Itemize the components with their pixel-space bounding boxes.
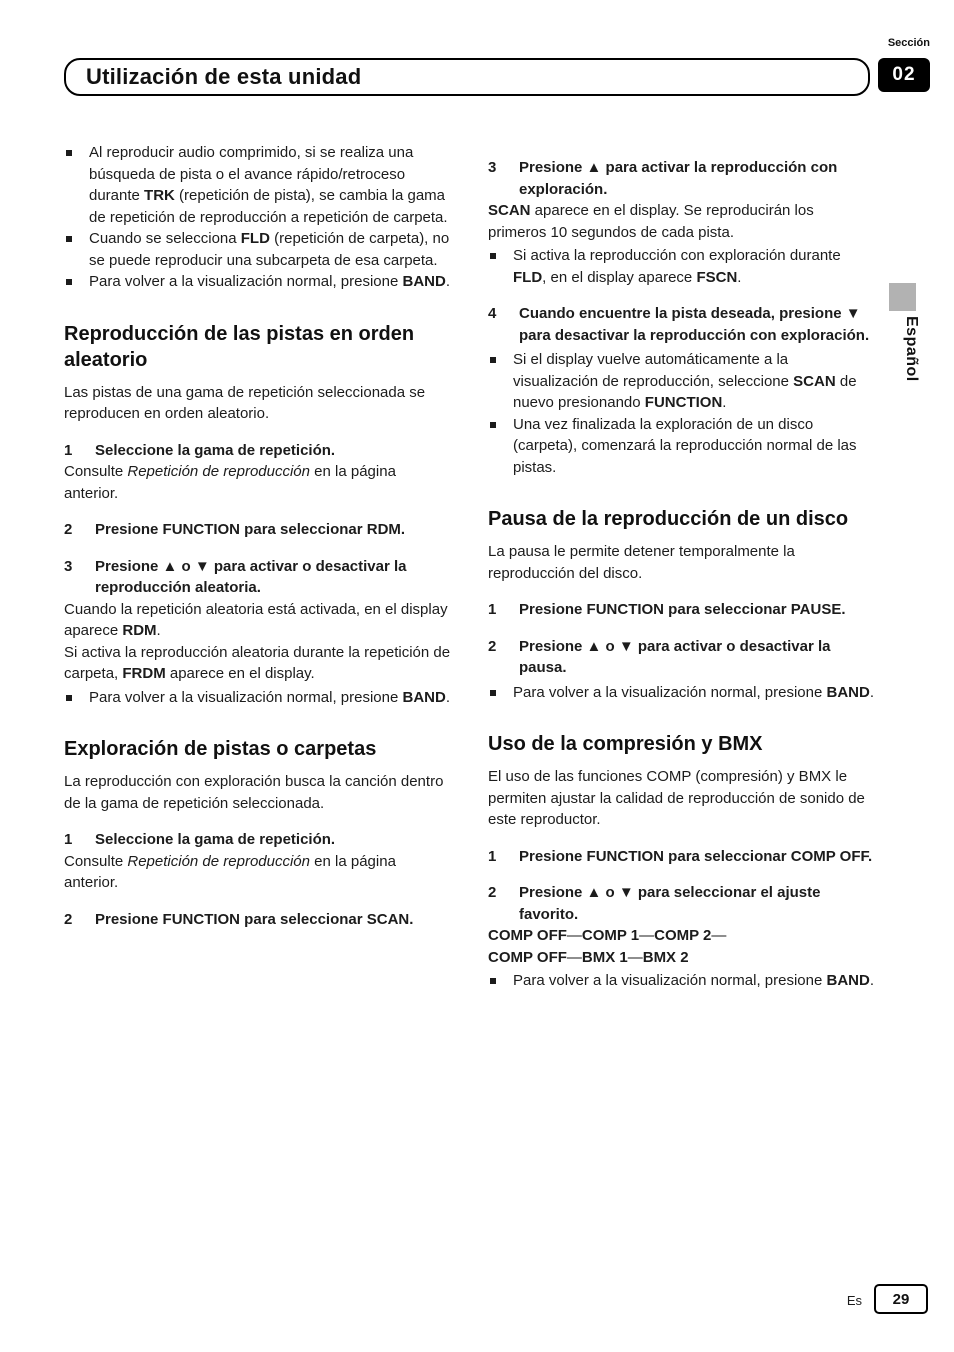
step-text bbox=[519, 599, 876, 621]
step-text bbox=[95, 556, 452, 599]
bullet-text bbox=[89, 273, 450, 290]
step-number: 4 bbox=[488, 305, 497, 322]
paragraph bbox=[488, 541, 876, 584]
text-segment: Presione ▲ para activar la reproducción con exploración. bbox=[519, 159, 838, 198]
text-segment: BAND bbox=[826, 683, 870, 701]
page-number-box bbox=[874, 1284, 928, 1314]
text-segment: El uso de las funciones COMP (compresión) y BMX le permiten ajustar la calidad de reproducción de sonido de este reproductor. bbox=[488, 768, 865, 828]
paragraph bbox=[488, 947, 876, 969]
text-segment: . bbox=[445, 688, 450, 706]
text-segment: Seleccione la gama de repetición. bbox=[95, 441, 336, 459]
text-segment: COMP OFF bbox=[488, 927, 567, 944]
language-label: Español bbox=[903, 316, 920, 382]
text-segment: Presione FUNCTION para seleccionar SCAN. bbox=[95, 910, 414, 928]
text-segment: en la página anterior. bbox=[64, 852, 396, 891]
text-segment: Reproducción de las pistas en orden aleatorio bbox=[64, 322, 415, 371]
bullet-square-icon bbox=[490, 690, 496, 696]
step-text bbox=[519, 882, 876, 925]
text-segment: de nuevo presionando bbox=[513, 372, 857, 411]
section-label: Sección bbox=[887, 37, 930, 49]
text-segment: aparece en el display. bbox=[165, 665, 315, 682]
text-segment: SCAN bbox=[793, 372, 836, 390]
text-segment: BAND bbox=[402, 688, 446, 706]
step-text bbox=[519, 846, 876, 868]
text-segment: Exploración de pistas o carpetas bbox=[64, 738, 377, 760]
text-segment: Para volver a la visualización normal, presione bbox=[89, 688, 403, 706]
numbered-step bbox=[488, 599, 876, 621]
numbered-step bbox=[488, 303, 876, 346]
step-text bbox=[519, 636, 876, 679]
text-segment: . bbox=[722, 394, 727, 411]
text-segment: , en el display aparece bbox=[542, 268, 697, 286]
bullet-text bbox=[513, 247, 841, 286]
text-segment: Consulte bbox=[64, 463, 128, 480]
paragraph bbox=[64, 461, 452, 504]
bullet-text bbox=[513, 416, 857, 476]
paragraph bbox=[64, 599, 452, 642]
step-number: 2 bbox=[488, 637, 497, 655]
section-heading bbox=[488, 506, 876, 532]
text-segment: FSCN bbox=[696, 268, 738, 286]
text-segment: FUNCTION bbox=[644, 394, 723, 411]
bullet-text bbox=[513, 972, 874, 989]
numbered-step bbox=[64, 909, 452, 931]
text-segment: Repetición de reproducción bbox=[127, 852, 310, 870]
step-number: 1 bbox=[488, 847, 497, 865]
text-segment: . bbox=[869, 683, 874, 701]
text-segment: TRK bbox=[144, 187, 175, 204]
text-segment: Al reproducir audio comprimido, si se realiza una búsqueda de pista o el avance rápido/retroceso durante bbox=[89, 144, 414, 204]
text-segment: BAND bbox=[826, 972, 870, 989]
text-segment: Presione ▲ o ▼ para activar o desactivar la reproducción aleatoria. bbox=[95, 557, 407, 596]
paragraph bbox=[64, 851, 452, 894]
page-title: Utilización de esta unidad bbox=[86, 64, 362, 89]
bullet-text bbox=[89, 689, 450, 706]
text-segment: . bbox=[869, 972, 874, 989]
section-heading bbox=[64, 736, 452, 762]
text-segment: La reproducción con exploración busca la canción dentro de la gama de repetición seleccionada. bbox=[64, 773, 444, 812]
bullet-item bbox=[488, 245, 876, 288]
step-text bbox=[519, 157, 876, 200]
paragraph bbox=[488, 200, 876, 243]
page-number: 29 bbox=[892, 1290, 910, 1308]
text-segment: en la página anterior. bbox=[64, 463, 396, 502]
text-segment: SCAN bbox=[488, 202, 531, 219]
paragraph bbox=[64, 642, 452, 685]
text-segment: . bbox=[156, 622, 161, 639]
text-segment: Uso de la compresión y BMX bbox=[488, 733, 763, 755]
text-segment: Cuando se selecciona bbox=[89, 230, 241, 247]
text-segment: BAND bbox=[402, 273, 446, 290]
text-segment: Si activa la reproducción aleatoria durante la repetición de carpeta, bbox=[64, 643, 451, 682]
text-segment: Seleccione la gama de repetición. bbox=[95, 831, 336, 848]
text-segment: BMX 2 bbox=[642, 948, 689, 966]
bullet-text bbox=[89, 230, 449, 269]
paragraph bbox=[64, 382, 452, 425]
text-segment: FRDM bbox=[122, 665, 166, 682]
section-heading bbox=[488, 731, 876, 757]
text-segment: Presione FUNCTION para seleccionar COMP OFF. bbox=[519, 847, 873, 865]
text-segment: aparece en el display. Se reproducirán los primeros 10 segundos de cada pista. bbox=[488, 202, 814, 241]
numbered-step bbox=[488, 846, 876, 868]
section-number: 02 bbox=[892, 64, 916, 85]
text-segment: FLD bbox=[513, 268, 543, 286]
text-segment: Cuando encuentre la pista deseada, presione ▼ para desactivar la reproducción con exploración. bbox=[519, 305, 870, 344]
text-segment: RDM bbox=[122, 622, 157, 639]
paragraph bbox=[488, 766, 876, 831]
text-segment: — bbox=[711, 927, 727, 944]
text-segment: COMP 1 bbox=[581, 927, 640, 944]
step-number: 2 bbox=[64, 521, 73, 538]
section-heading bbox=[64, 321, 452, 373]
bullet-square-icon bbox=[66, 150, 72, 156]
step-number: 3 bbox=[64, 557, 73, 575]
step-text bbox=[95, 909, 452, 931]
numbered-step bbox=[488, 636, 876, 679]
text-segment: Si el display vuelve automáticamente a la visualización de reproducción, seleccione bbox=[513, 351, 794, 390]
text-segment: . bbox=[737, 268, 742, 286]
content-column-left bbox=[64, 142, 452, 930]
bullet-square-icon bbox=[66, 279, 72, 285]
bullet-square-icon bbox=[490, 357, 496, 363]
content-columns bbox=[64, 142, 876, 992]
numbered-step bbox=[64, 519, 452, 541]
text-segment: . bbox=[445, 273, 450, 290]
paragraph bbox=[64, 771, 452, 814]
bullet-item bbox=[64, 228, 452, 271]
text-segment: Repetición de reproducción bbox=[127, 463, 310, 480]
text-segment: (repetición de pista), se cambia la gama de repetición de reproducción a repetición de carpeta. bbox=[89, 187, 448, 226]
step-number: 2 bbox=[64, 910, 73, 928]
step-number: 3 bbox=[488, 159, 497, 176]
text-segment: (repetición de carpeta), no se puede reproducir una subcarpeta de esa carpeta. bbox=[89, 230, 450, 269]
content-column-right bbox=[488, 142, 876, 992]
text-segment: Si activa la reproducción con exploración durante bbox=[513, 247, 841, 264]
bullet-item bbox=[64, 142, 452, 228]
step-number: 1 bbox=[488, 601, 497, 618]
step-text bbox=[95, 440, 452, 462]
numbered-step bbox=[64, 440, 452, 462]
text-segment: BMX 1 bbox=[581, 948, 628, 966]
text-segment: Una vez finalizada la exploración de un disco (carpeta), comenzará la reproducción normal de las pistas. bbox=[513, 415, 857, 476]
numbered-step bbox=[64, 829, 452, 851]
bullet-item bbox=[488, 682, 876, 704]
step-number: 2 bbox=[488, 884, 497, 901]
step-number: 1 bbox=[64, 831, 73, 848]
bullet-square-icon bbox=[490, 253, 496, 259]
text-segment: COMP 2 bbox=[654, 927, 712, 944]
text-segment: La pausa le permite detener temporalmente la reproducción del disco. bbox=[488, 543, 795, 582]
step-text bbox=[95, 519, 452, 541]
text-segment: Presione FUNCTION para seleccionar PAUSE. bbox=[519, 601, 846, 618]
bullet-square-icon bbox=[490, 978, 496, 984]
text-segment: FLD bbox=[240, 230, 270, 247]
step-text bbox=[519, 303, 876, 346]
text-segment: Para volver a la visualización normal, presione bbox=[513, 972, 827, 989]
bullet-item bbox=[64, 271, 452, 293]
bullet-text bbox=[513, 351, 857, 411]
text-segment: — bbox=[566, 927, 582, 944]
language-tab-bar bbox=[889, 283, 916, 311]
text-segment: Presione ▲ o ▼ para activar o desactivar la pausa. bbox=[519, 637, 831, 676]
numbered-step bbox=[64, 556, 452, 599]
text-segment: — bbox=[627, 948, 643, 966]
footer-language-code: Es bbox=[846, 1293, 862, 1308]
text-segment: Presione ▲ o ▼ para seleccionar el ajuste favorito. bbox=[519, 884, 821, 923]
bullet-text bbox=[513, 684, 874, 701]
text-segment: Para volver a la visualización normal, presione bbox=[513, 683, 827, 701]
bullet-item bbox=[488, 414, 876, 479]
text-segment: Pausa de la reproducción de un disco bbox=[488, 508, 849, 530]
bullet-square-icon bbox=[490, 422, 496, 428]
text-segment: Consulte bbox=[64, 852, 128, 870]
bullet-item bbox=[64, 687, 452, 709]
bullet-item bbox=[488, 970, 876, 992]
text-segment: — bbox=[639, 927, 655, 944]
bullet-square-icon bbox=[66, 236, 72, 242]
numbered-step bbox=[488, 157, 876, 200]
bullet-text bbox=[89, 144, 448, 226]
paragraph bbox=[488, 925, 876, 947]
text-segment: Cuando la repetición aleatoria está activada, en el display aparece bbox=[64, 600, 448, 639]
step-text bbox=[95, 829, 452, 851]
text-segment: Las pistas de una gama de repetición seleccionada se reproducen en orden aleatorio. bbox=[64, 383, 426, 422]
page-title-box bbox=[64, 58, 870, 96]
text-segment: Para volver a la visualización normal, presione bbox=[89, 273, 403, 290]
text-segment: Presione FUNCTION para seleccionar RDM. bbox=[95, 521, 406, 538]
section-number-badge bbox=[878, 58, 930, 92]
text-segment: COMP OFF bbox=[488, 948, 567, 966]
step-number: 1 bbox=[64, 441, 73, 459]
numbered-step bbox=[488, 882, 876, 925]
text-segment: — bbox=[566, 948, 582, 966]
bullet-square-icon bbox=[66, 695, 72, 701]
bullet-item bbox=[488, 349, 876, 414]
